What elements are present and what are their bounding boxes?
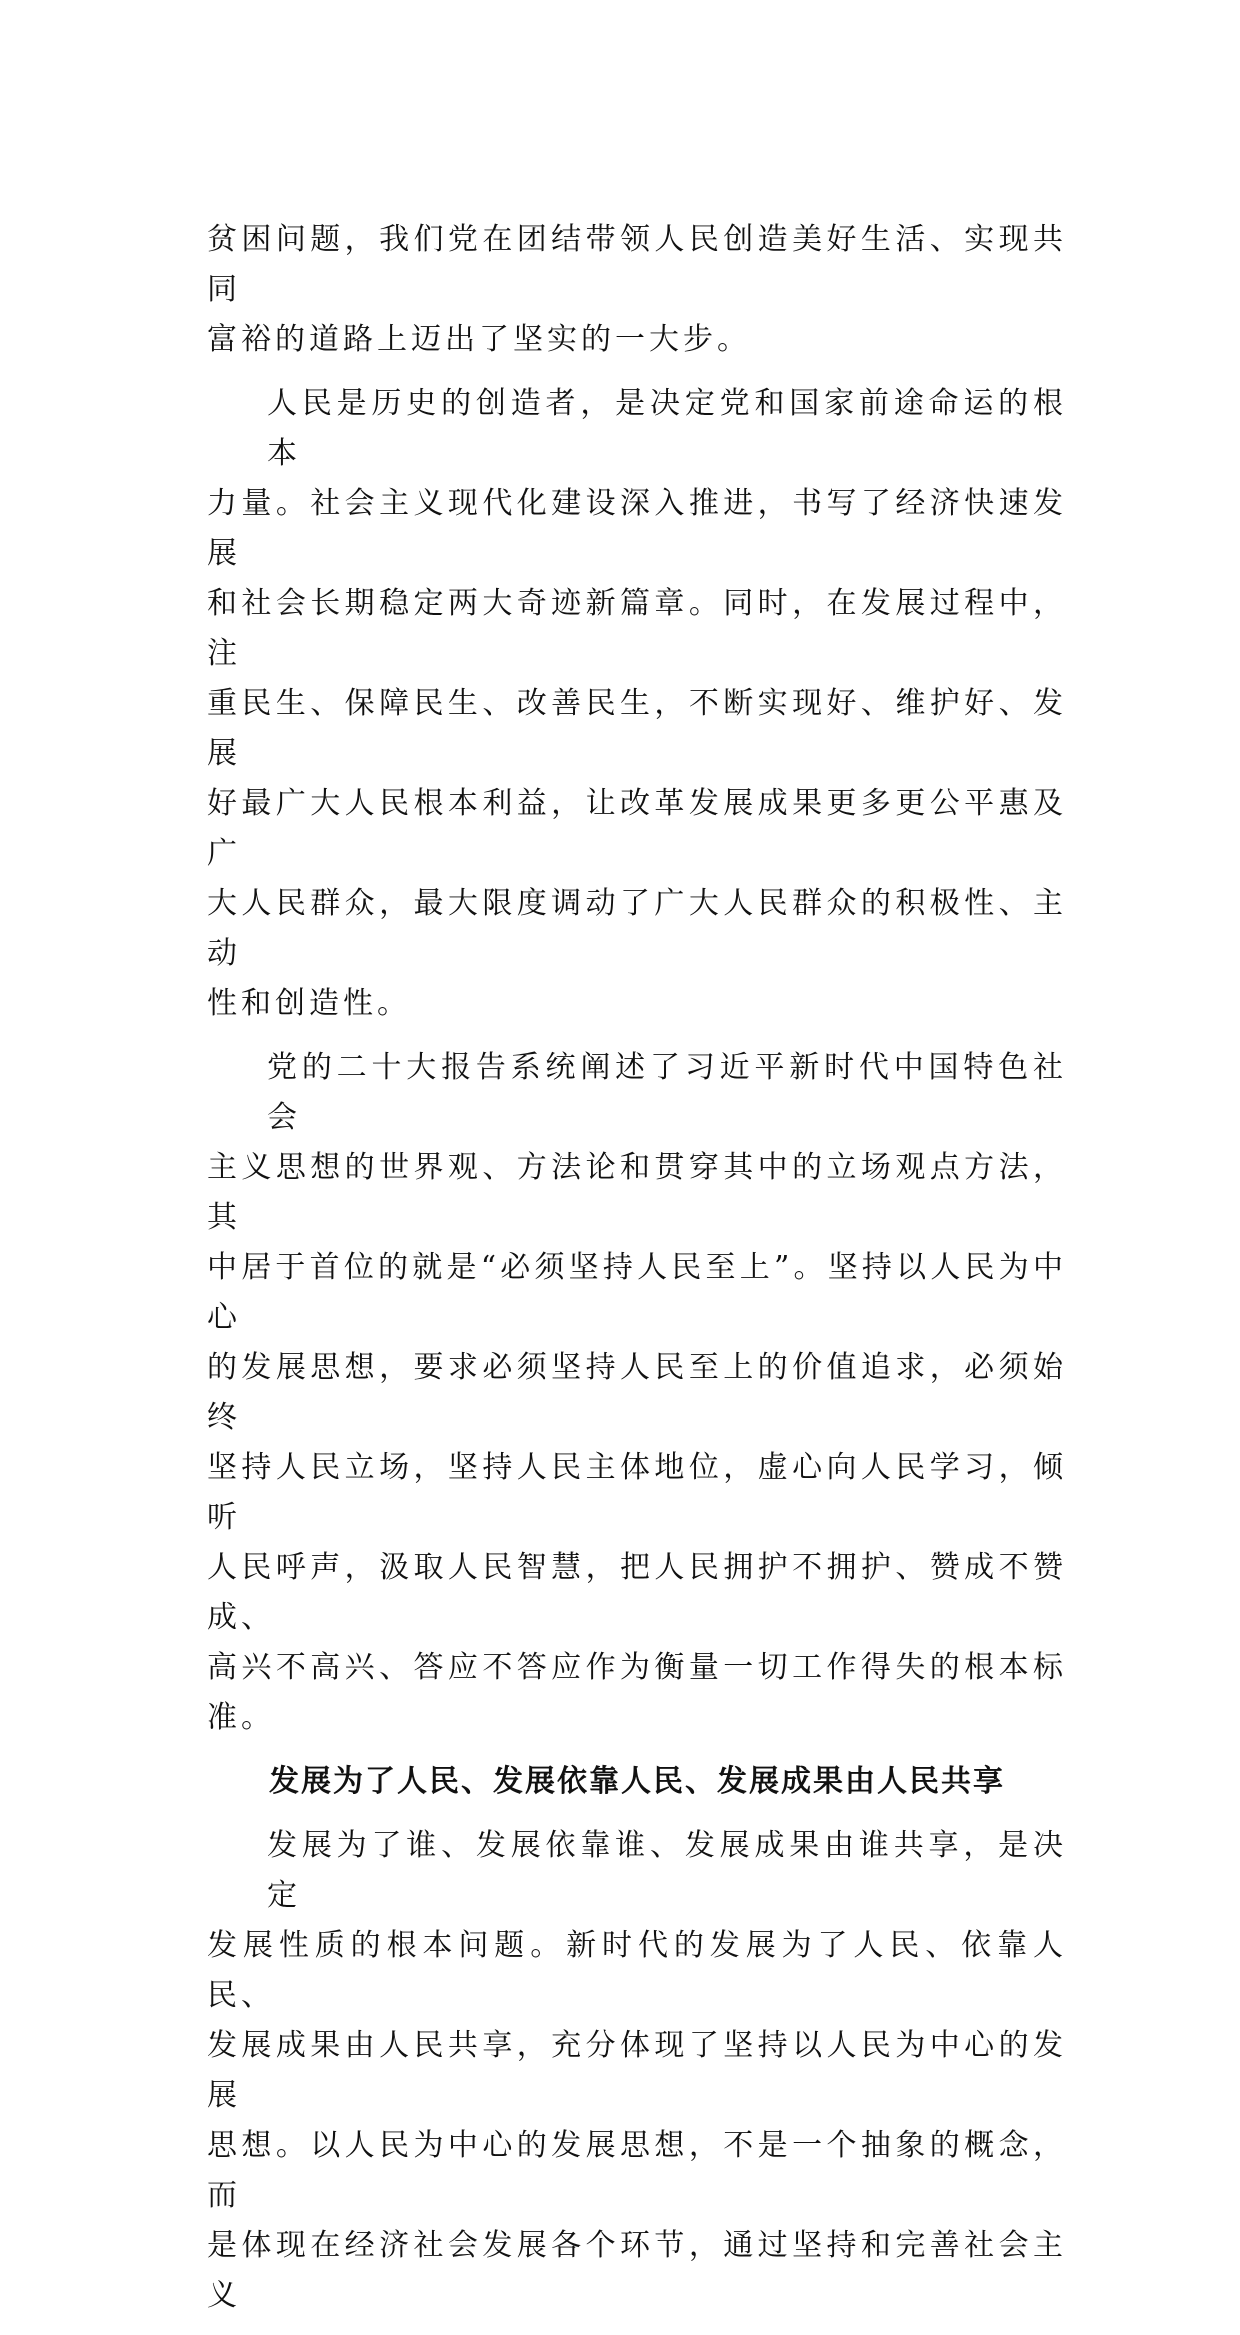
- text-line: 发展成果由人民共享，充分体现了坚持以人民为中心的发展: [207, 2028, 1067, 2113]
- paragraph-people-creators: [207, 379, 1067, 1029]
- text-line: 发展为了谁、发展依靠谁、发展成果由谁共享，是决定: [267, 1828, 1067, 1913]
- text-line: 贫困问题，我们党在团结带领人民创造美好生活、实现共同: [207, 222, 1067, 307]
- text-line: 大人民群众，最大限度调动了广大人民群众的积极性、主动: [207, 886, 1067, 971]
- text-line: 力量。社会主义现代化建设深入推进，书写了经济快速发展: [207, 486, 1067, 571]
- text-line: 富裕的道路上迈出了坚实的一大步。: [207, 322, 751, 357]
- text-line: 人民是历史的创造者，是决定党和国家前途命运的根本: [267, 386, 1067, 471]
- section-heading: 发展为了人民、发展依靠人民、发展成果由人民共享: [269, 1764, 1005, 1799]
- text-line: 性和创造性。: [207, 986, 411, 1021]
- text-line: 高兴不高兴、答应不答应作为衡量一切工作得失的根本标准。: [207, 1650, 1067, 1735]
- text-line: 中居于首位的就是“必须坚持人民至上”。坚持以人民为中心: [207, 1250, 1067, 1335]
- document-body: [207, 215, 1067, 2335]
- text-line: 主义思想的世界观、方法论和贯穿其中的立场观点方法，其: [207, 1150, 1067, 1235]
- text-line: 人民呼声，汲取人民智慧，把人民拥护不拥护、赞成不赞成、: [207, 1550, 1067, 1635]
- text-line: 重民生、保障民生、改善民生，不断实现好、维护好、发展: [207, 686, 1067, 771]
- paragraph-development-for-people: [207, 1821, 1067, 2321]
- text-line: 和社会长期稳定两大奇迹新篇章。同时，在发展过程中，注: [207, 586, 1067, 671]
- paragraph-poverty-continuation: [207, 215, 1067, 365]
- text-line: 坚持人民立场，坚持人民主体地位，虚心向人民学习，倾听: [207, 1450, 1067, 1535]
- paragraph-twentieth-congress: [207, 1043, 1067, 1743]
- text-line: 党的二十大报告系统阐述了习近平新时代中国特色社会: [267, 1050, 1067, 1135]
- text-line: 思想。以人民为中心的发展思想，不是一个抽象的概念，而: [207, 2128, 1067, 2213]
- text-line: 是体现在经济社会发展各个环节，通过坚持和完善社会主义: [207, 2228, 1067, 2313]
- text-line: 发展性质的根本问题。新时代的发展为了人民、依靠人民、: [207, 1928, 1067, 2013]
- text-line: 的发展思想，要求必须坚持人民至上的价值追求，必须始终: [207, 1350, 1067, 1435]
- text-line: 好最广大人民根本利益，让改革发展成果更多更公平惠及广: [207, 786, 1067, 871]
